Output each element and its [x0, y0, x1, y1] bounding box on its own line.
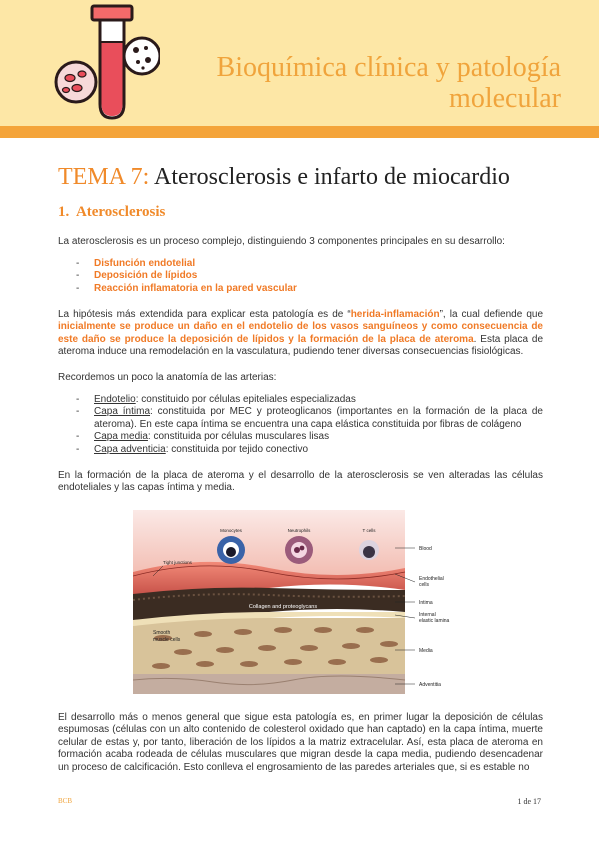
cell-label: T cells — [362, 528, 376, 533]
layer-label: Internal — [419, 612, 436, 618]
description: : constituida por MEC y proteoglicanos (importantes en la formación de la placa de ateroma). En este capa íntima se encuentra una capa elástica constituida por fibras de colágeno — [94, 406, 543, 430]
list-item: - Disfunción endotelial — [76, 258, 543, 270]
layer-label: Endothelial — [419, 576, 444, 582]
collagen-label: Collagen and proteoglycans — [248, 604, 318, 610]
page-number: 1 de 17 — [517, 797, 541, 806]
layer-label: elastic lamina — [419, 618, 450, 624]
components-list — [76, 258, 543, 295]
text-span: La hipótesis más extendida para explicar esta patología es de “ — [58, 309, 351, 320]
cell-label: Neutrophils — [287, 528, 311, 533]
layer-label: Blood — [419, 546, 432, 552]
intro-paragraph: La aterosclerosis es un proceso complejo, distinguiendo 3 componentes principales en su desarrollo: — [58, 236, 505, 247]
list-item — [76, 444, 543, 456]
course-title: Bioquímica clínica y patología molecular — [216, 52, 561, 114]
development-paragraph: El desarrollo más o menos general que sigue esta patología es, en primer lugar la deposición de células espumosas (células con un alto contenido de colesterol oxidado que han captado) en la capa íntima, muerte celular de estas y, por tanto, liberación de los lípidos a la matriz extracelular. Así, esta placa de ateroma en formación acaba rodeada de células musculares que migran desde la capa media, pudiendo desencadenar un proceso de calcificación. Esto conlleva el engrosamiento de las paredes arteriales que, si es estable no — [58, 712, 543, 773]
anatomy-list — [76, 394, 543, 456]
list-item: - Deposición de lípidos — [76, 270, 543, 282]
term: Endotelio — [94, 394, 136, 405]
footer-initials: BCB — [58, 797, 73, 805]
formation-paragraph: En la formación de la placa de ateroma y el desarrollo de la aterosclerosis se ven alteradas las células endoteliales y las capas íntima y media. — [58, 470, 543, 494]
layer-label: cells — [419, 582, 430, 588]
description: : constituida por tejido conectivo — [165, 443, 309, 455]
list-item: - Reacción inflamatoria en la pared vascular — [76, 283, 543, 295]
chapter-heading — [58, 164, 510, 191]
list-item — [76, 406, 543, 431]
section-title: Aterosclerosis — [75, 204, 166, 220]
smooth-muscle-label: Smooth — [153, 630, 171, 636]
tight-junctions-label: Tight junctions — [163, 560, 192, 565]
highlight-text: herida-inflamación — [350, 309, 440, 320]
cell-label: Monocytes — [220, 528, 242, 533]
anatomy-intro: Recordemos un poco la anatomía de las arterias: — [58, 372, 277, 383]
highlight-text: inicialmente se produce un daño en el endotelio de los vasos sanguíneos y como consecuencia de este daño se produce la deposición de lípidos y la formación de la placa de ateroma — [58, 321, 543, 345]
term: Capa íntima — [94, 406, 151, 418]
chapter-number: TEMA 7: — [58, 164, 150, 190]
layer-label: Intima — [419, 600, 433, 606]
text-span: ”, la cual defiende que — [439, 309, 544, 320]
layer-label: Media — [419, 648, 433, 654]
page-header — [0, 0, 599, 126]
list-item — [76, 431, 543, 443]
hypothesis-paragraph — [58, 309, 543, 359]
section-heading — [58, 204, 165, 221]
artery-wall-figure — [133, 510, 461, 694]
description: : constituida por células musculares lisas — [147, 431, 330, 443]
chapter-title: Aterosclerosis e infarto de miocardio — [154, 164, 510, 190]
section-number: 1. — [58, 204, 70, 220]
term: Capa adventicia — [94, 443, 166, 455]
text-span: . Esta placa de ateroma induce una remodelación en la vasculatura, pudiendo tener diversas consecuencias fisiológicas. — [58, 333, 544, 358]
term: Capa media — [94, 431, 148, 443]
smooth-muscle-label: muscle cells — [153, 637, 181, 643]
layer-label: Adventitia — [419, 682, 441, 688]
description: : constituido por células epiteliales especializadas — [135, 394, 356, 405]
header-accent-bar — [0, 126, 599, 138]
list-item — [76, 394, 543, 406]
